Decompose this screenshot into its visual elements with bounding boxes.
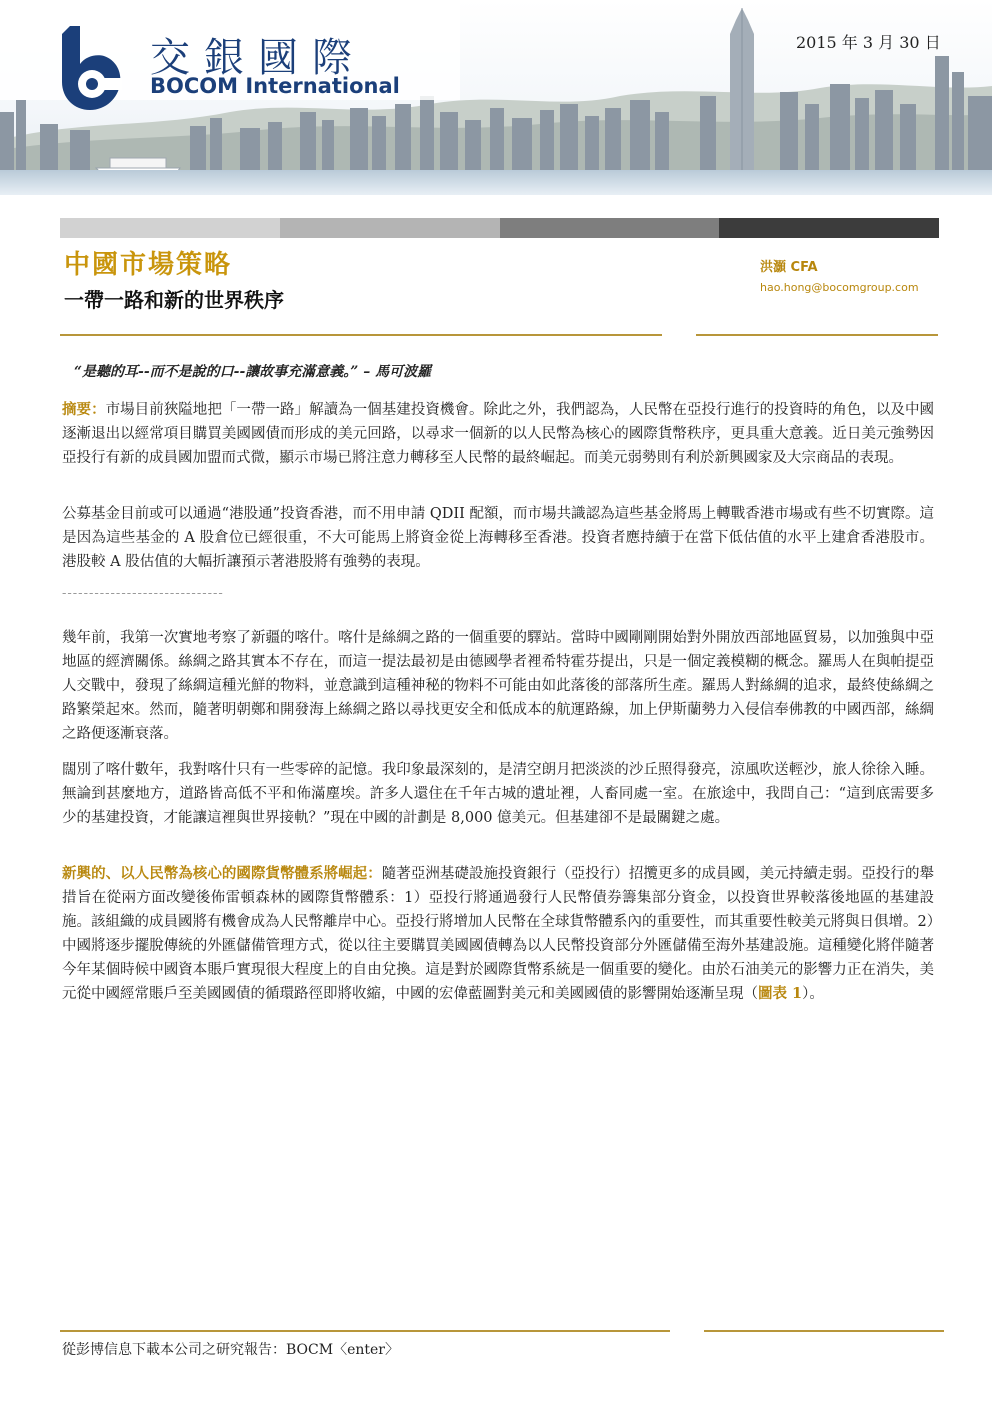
analyst-email[interactable]: hao.hong@bocomgroup.com xyxy=(760,281,919,294)
bar-segment-4 xyxy=(719,218,939,238)
bar-segment-3 xyxy=(500,218,720,238)
summary-paragraph xyxy=(62,398,934,470)
section-separator: ------------------------------ xyxy=(62,586,224,601)
analyst-name: 洪灝 CFA xyxy=(760,260,818,275)
footer-divider-right xyxy=(704,1330,944,1332)
rmb-label: 新興的、以人民幣為核心的國際貨幣體系將崛起： xyxy=(62,865,382,882)
summary-text: 市場目前狹隘地把「一帶一路」解讀為一個基建投資機會。除此之外，我們認為，人民幣在亞投行進行的投資時的角色，以及中國逐漸退出以經常項目購買美國國債而形成的美元回路，以尋求一個新的以人民幣為核心的國際貨幣秩序，更具重大意義。近日美元強勢因亞投行有新的成員國加盟而式微，顯示市場已將注意力轉移至人民幣的最終崛起。而美元弱勢則有利於新興國家及大宗商品的表現。 xyxy=(62,402,935,466)
report-title: 中國市場策略 xyxy=(64,250,233,280)
logo-chinese-text: 交銀國際 xyxy=(150,35,366,81)
rmb-text: 隨著亞洲基礎設施投資銀行（亞投行）招攬更多的成員國，美元持續走弱。亞投行的舉措旨在從兩方面改變後佈雷頓森林的國際貨幣體系：1）亞投行將通過發行人民幣債券籌集部分資金，以投資世界較落後地區的基建設施。該組織的成員國將有機會成為人民幣離岸中心。亞投行將增加人民幣在全球貨幣體系內的重要性，而其重要性較美元將與日俱增。2）中國將逐步擺脫傳統的外匯儲備管理方式，從以往主要購買美國國債轉為以人民幣投資部分外匯儲備至海外基建設施。這種變化將伴隨著今年某個時候中國資本賬戶實現很大程度上的自由兌換。這是對於國際貨幣系統是一個重要的變化。由於石油美元的影響力正在消失，美元從中國經常賬戶至美國國債的循環路徑即將收縮，中國的宏偉藍圖對美元和美國國債的影響開始逐漸呈現（ xyxy=(62,866,935,1002)
bocom-logo-icon xyxy=(56,24,122,116)
summary-label: 摘要： xyxy=(62,401,106,418)
footer-divider-left xyxy=(60,1330,670,1332)
title-divider-left xyxy=(60,334,662,336)
kashgar-paragraph-1: 幾年前，我第一次實地考察了新疆的喀什。喀什是絲綢之路的一個重要的驛站。當時中國剛剛開始對外開放西部地區貿易，以加強與中亞地區的經濟關係。絲綢之路其實本不存在，而這一提法最初是由德國學者裡希特霍芬提出，只是一個定義模糊的概念。羅馬人在與帕提亞人交戰中，發現了絲綢這種光鮮的物料，並意識到這種神秘的物料不可能由如此落後的部落所生產。羅馬人對絲綢的追求，最終使絲綢之路繁榮起來。然而，隨著明朝鄭和開發海上絲綢之路以尋找更安全和低成本的航運路線，加上伊斯蘭勢力入侵信奉佛教的中國西部，絲綢之路便逐漸衰落。 xyxy=(62,630,934,742)
fund-paragraph: 公募基金目前或可以通過“港股通”投資香港，而不用申請 QDII 配額，而市場共識認為這些基金將馬上轉戰香港市場或有些不切實際。這是因為這些基金的 A 股倉位已經很重，不大可能馬上將資金從上海轉移至香港。投資者應持續于在當下低估值的水平上建倉香港股市。港股較 A 股估值的大幅折讓預示著港股將有強勢的表現。 xyxy=(62,506,934,570)
logo-english-text: BOCOM International xyxy=(150,74,400,98)
report-date: 2015 年 3 月 30 日 xyxy=(796,33,941,52)
title-divider-right xyxy=(696,334,938,336)
footer-text: 從彭博信息下載本公司之研究報告：BOCM〈enter〉 xyxy=(62,1342,399,1358)
figure-reference-link[interactable]: 圖表 1 xyxy=(758,985,803,1002)
rmb-paragraph xyxy=(62,862,934,1006)
bar-segment-2 xyxy=(280,218,500,238)
opening-quote: “是聽的耳--而不是說的口--讓故事充滿意義。” – 馬可波羅 xyxy=(74,364,432,380)
section-color-bar xyxy=(60,218,939,238)
kashgar-paragraph-2: 闊別了喀什數年，我對喀什只有一些零碎的記憶。我印象最深刻的，是清空朗月把淡淡的沙丘照得發亮，涼風吹送輕沙，旅人徐徐入睡。無論到甚麼地方，道路皆高低不平和佈滿塵埃。許多人還住在千年古城的遺址裡，人畜同處一室。在旅途中，我問自己：“這到底需要多少的基建投資，才能讓這裡與世界接軌？”現在中國的計劃是 8,000 億美元。但基建卻不是最關鍵之處。 xyxy=(62,762,934,826)
rmb-tail: ）。 xyxy=(802,986,824,1002)
report-subtitle: 一帶一路和新的世界秩序 xyxy=(64,288,284,312)
bar-segment-1 xyxy=(60,218,280,238)
